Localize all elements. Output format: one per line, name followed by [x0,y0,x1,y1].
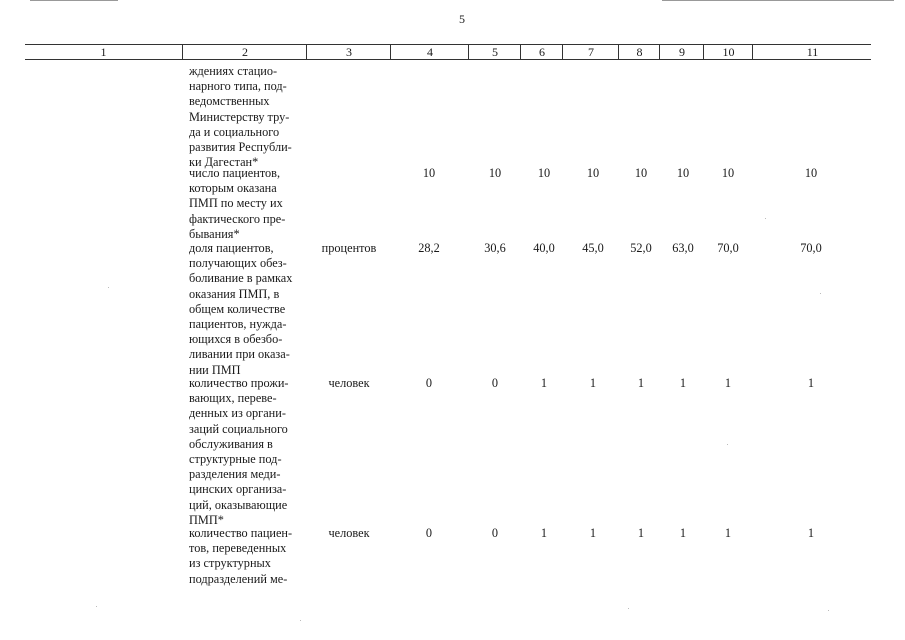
text-line: нарного типа, под- [189,79,287,94]
text-line: ПМП по месту их [189,196,283,211]
header-col-9: 9 [659,45,704,59]
text-line: вающих, переве- [189,391,277,406]
value-col-8: 10 [634,166,648,180]
header-col-8: 8 [618,45,660,59]
value-col-4: 28,2 [418,241,440,255]
indicator-name [189,376,301,528]
scan-speck [300,620,301,621]
value-col-9: 1 [679,376,687,390]
value-col-10: 10 [721,166,735,180]
value-col-5: 0 [491,526,499,540]
text-line: оказания ПМП, в [189,286,280,301]
value-col-10: 1 [724,526,732,540]
header-col-10: 10 [703,45,753,59]
text-line: Министерству тру- [189,109,290,124]
header-col-11: 11 [752,45,872,59]
unit-cell: процентов [321,241,377,255]
value-col-11: 70,0 [800,241,822,255]
value-col-5: 0 [491,376,499,390]
text-line: бывания* [189,226,240,241]
text-line: заций социального [189,421,288,436]
text-line: ций, оказывающие [189,497,288,512]
continuation-text [189,64,301,170]
header-col-3: 3 [306,45,391,59]
text-line: обслуживания в [189,436,273,451]
value-col-4: 0 [425,376,433,390]
value-col-10: 1 [724,376,732,390]
text-line: которым оказана [189,181,277,196]
value-col-8: 52,0 [630,241,652,255]
text-line: ведомственных [189,94,270,109]
header-col-2: 2 [182,45,307,59]
indicator-name [189,166,301,242]
value-col-5: 10 [488,166,502,180]
text-line: из структурных [189,556,271,571]
text-line: боливание в рамках [189,271,293,286]
text-line: тов, переведенных [189,541,287,556]
value-col-6: 10 [537,166,551,180]
value-col-11: 1 [807,526,815,540]
value-col-8: 1 [637,526,645,540]
scan-speck [828,610,829,611]
value-col-9: 10 [676,166,690,180]
text-line: количество пациен- [189,526,293,540]
text-line: нии ПМП [189,362,241,377]
header-col-1: 1 [100,45,107,59]
text-line: денных из органи- [189,406,286,421]
value-col-7: 10 [586,166,600,180]
text-line: количество прожи- [189,376,289,390]
value-col-5: 30,6 [484,241,506,255]
header-col-7: 7 [562,45,619,59]
text-line: доля пациентов, [189,241,274,255]
text-line: ПМП* [189,512,224,527]
text-line: развития Республи- [189,140,292,155]
text-line: число пациентов, [189,166,281,180]
scan-speck [765,218,766,219]
value-col-4: 10 [422,166,436,180]
value-col-6: 1 [540,376,548,390]
value-col-6: 40,0 [533,241,555,255]
text-line: ющихся в обезбо- [189,332,283,347]
text-line: структурные под- [189,452,282,467]
scan-speck [628,608,629,609]
scan-speck [96,606,97,607]
text-line: да и социального [189,124,280,139]
value-col-9: 1 [679,526,687,540]
scan-speck [820,293,821,294]
value-col-11: 10 [804,166,818,180]
text-line: цинских организа- [189,482,287,497]
text-line: фактического пре- [189,211,286,226]
header-col-4: 4 [390,45,469,59]
indicator-name [189,241,301,378]
text-line: подразделений ме- [189,571,288,586]
text-line: пациентов, нужда- [189,317,287,332]
value-col-7: 1 [589,526,597,540]
text-line: общем количестве [189,301,286,316]
unit-cell: человек [328,376,370,390]
unit-cell: человек [328,526,370,540]
text-line: разделения меди- [189,467,281,482]
header-col-6: 6 [520,45,563,59]
value-col-4: 0 [425,526,433,540]
text-line: ждениях стацио- [189,64,278,78]
header-col-5: 5 [468,45,521,59]
top-rule-right [662,0,894,1]
table-header-row [25,44,871,60]
text-line: ливании при оказа- [189,347,290,362]
value-col-7: 1 [589,376,597,390]
text-line: ки Дагестан* [189,155,259,170]
indicator-name [189,526,301,587]
scan-speck [727,444,728,445]
value-col-9: 63,0 [672,241,694,255]
value-col-8: 1 [637,376,645,390]
value-col-6: 1 [540,526,548,540]
top-rule-left [30,0,118,1]
value-col-7: 45,0 [582,241,604,255]
value-col-10: 70,0 [717,241,739,255]
scan-speck [108,287,109,288]
page-number: 5 [459,12,465,26]
value-col-11: 1 [807,376,815,390]
text-line: получающих обез- [189,256,287,271]
